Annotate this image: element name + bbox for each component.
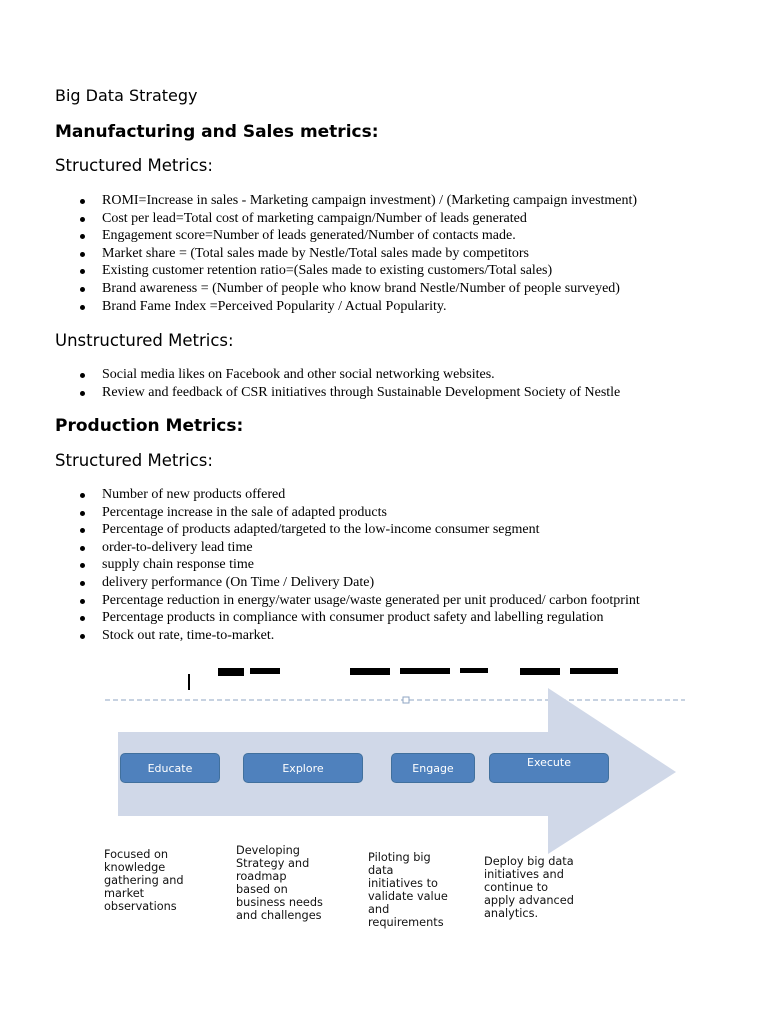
step-execute-description: Deploy big data initiatives and continue to apply advanced analytics. [484, 855, 574, 920]
list-item: Social media likes on Facebook and other social networking websites. [80, 366, 620, 384]
step-execute-button: Execute [489, 753, 609, 783]
manufacturing-unstructured-list [80, 366, 620, 401]
step-engage-description: Piloting big data initiatives to validate value and requirements [368, 851, 448, 929]
list-item: Brand Fame Index =Perceived Popularity / Actual Popularity. [80, 298, 637, 316]
list-item: Number of new products offered [80, 486, 640, 504]
step-explore-button: Explore [243, 753, 363, 783]
document-title: Big Data Strategy [55, 86, 198, 105]
step-engage-button: Engage [391, 753, 475, 783]
list-item: Market share = (Total sales made by Nestle/Total sales made by competitors [80, 245, 637, 263]
list-item: ROMI=Increase in sales - Marketing campaign investment) / (Marketing campaign investment) [80, 192, 637, 210]
list-item: Stock out rate, time-to-market. [80, 627, 640, 645]
list-item: Cost per lead=Total cost of marketing campaign/Number of leads generated [80, 210, 637, 228]
production-structured-list [80, 486, 640, 644]
list-item: Existing customer retention ratio=(Sales made to existing customers/Total sales) [80, 262, 637, 280]
manufacturing-structured-heading: Structured Metrics: [55, 156, 213, 175]
manufacturing-unstructured-heading: Unstructured Metrics: [55, 331, 234, 350]
list-item: Engagement score=Number of leads generated/Number of contacts made. [80, 227, 637, 245]
selection-handle-icon [403, 697, 409, 703]
list-item: Brand awareness = (Number of people who know brand Nestle/Number of people surveyed) [80, 280, 637, 298]
list-item: order-to-delivery lead time [80, 539, 640, 557]
step-explore-description: Developing Strategy and roadmap based on business needs and challenges [236, 844, 323, 922]
step-educate-description: Focused on knowledge gathering and market observations [104, 848, 184, 913]
list-item: Percentage increase in the sale of adapted products [80, 504, 640, 522]
list-item: supply chain response time [80, 556, 640, 574]
list-item: Percentage reduction in energy/water usage/waste generated per unit produced/ carbon footprint [80, 592, 640, 610]
clipped-diagram-title [188, 668, 618, 690]
production-structured-heading: Structured Metrics: [55, 451, 213, 470]
strategy-diagram [100, 668, 700, 948]
step-educate-button: Educate [120, 753, 220, 783]
list-item: Percentage products in compliance with consumer product safety and labelling regulation [80, 609, 640, 627]
list-item: Percentage of products adapted/targeted to the low-income consumer segment [80, 521, 640, 539]
manufacturing-heading: Manufacturing and Sales metrics: [55, 122, 379, 142]
production-heading: Production Metrics: [55, 416, 244, 436]
list-item: delivery performance (On Time / Delivery Date) [80, 574, 640, 592]
list-item: Review and feedback of CSR initiatives through Sustainable Development Society of Nestle [80, 384, 620, 402]
manufacturing-structured-list [80, 192, 637, 315]
